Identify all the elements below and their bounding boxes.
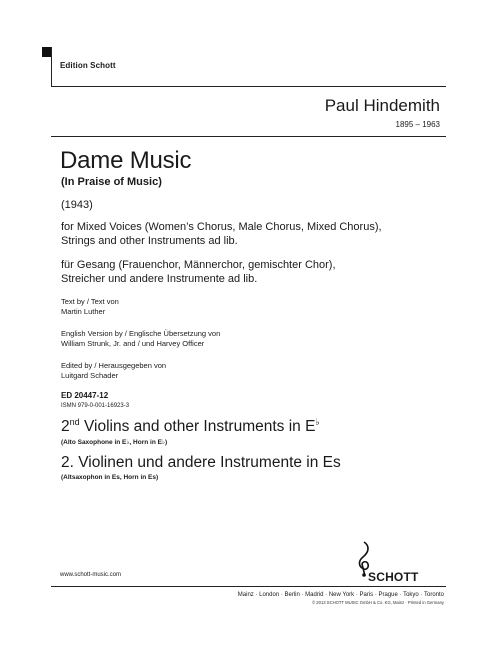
edition-label: Edition Schott [60, 61, 116, 70]
composer-name: Paul Hindemith [324, 96, 440, 115]
composer-dates: 1895 – 1963 [395, 120, 440, 129]
website-url: www.schott-music.com [60, 572, 122, 578]
footer-rule [51, 586, 446, 587]
editor-credit [61, 361, 166, 381]
composer-rule [51, 136, 446, 137]
part-title-english [61, 418, 320, 436]
editor-credit-name: Luitgard Schader [61, 371, 119, 380]
scoring-german [61, 258, 336, 286]
edition-horizontal-rule [51, 86, 446, 87]
scoring-de-line2: Streicher und andere Instrumente ad lib. [61, 273, 258, 285]
work-subtitle: (In Praise of Music) [61, 176, 162, 188]
flat-sign: ♭ [315, 416, 320, 427]
version-credit [61, 329, 220, 349]
copyright-notice: © 2013 SCHOTT MUSIC GmbH & Co. KG, Mainz · Printed in Germany [312, 600, 444, 605]
catalog-number: ED 20447-12 [61, 391, 109, 400]
version-credit-authors: William Strunk, Jr. and / und Harvey Officer [61, 339, 205, 348]
part-title-en-text: Violins and other Instruments in E [79, 418, 316, 435]
scoring-english [61, 220, 382, 248]
version-credit-label: English Version by / Englische Übersetzung von [61, 329, 221, 338]
text-credit [61, 297, 119, 317]
scoring-en-line1: for Mixed Voices (Women’s Chorus, Male Chorus, Mixed Chorus), [61, 221, 382, 233]
scoring-en-line2: Strings and other Instruments ad lib. [61, 235, 238, 247]
text-credit-author: Martin Luther [61, 307, 106, 316]
work-title: Dame Music [60, 147, 192, 174]
publisher-brand: SCHOTT [368, 570, 419, 584]
part-ordinal-suffix: nd [69, 416, 80, 427]
part-subtitle-german: (Altsaxophon in Es, Horn in Es) [61, 474, 159, 481]
part-title-german: 2. Violinen und andere Instrumente in Es [61, 454, 341, 471]
part-ordinal: 2 [61, 418, 70, 435]
text-credit-label: Text by / Text von [61, 297, 119, 306]
scoring-de-line1: für Gesang (Frauenchor, Männerchor, gemischter Chor), [61, 259, 336, 271]
ismn: ISMN 979-0-001-16923-3 [61, 403, 130, 409]
edition-vertical-rule [51, 47, 52, 87]
editor-credit-label: Edited by / Herausgegeben von [61, 361, 167, 370]
publisher-cities: Mainz · London · Berlin · Madrid · New York · Paris · Prague · Tokyo · Toronto [237, 592, 444, 598]
work-year: (1943) [61, 199, 93, 211]
part-subtitle-english: (Alto Saxophone in E♭, Horn in E♭) [61, 439, 168, 446]
